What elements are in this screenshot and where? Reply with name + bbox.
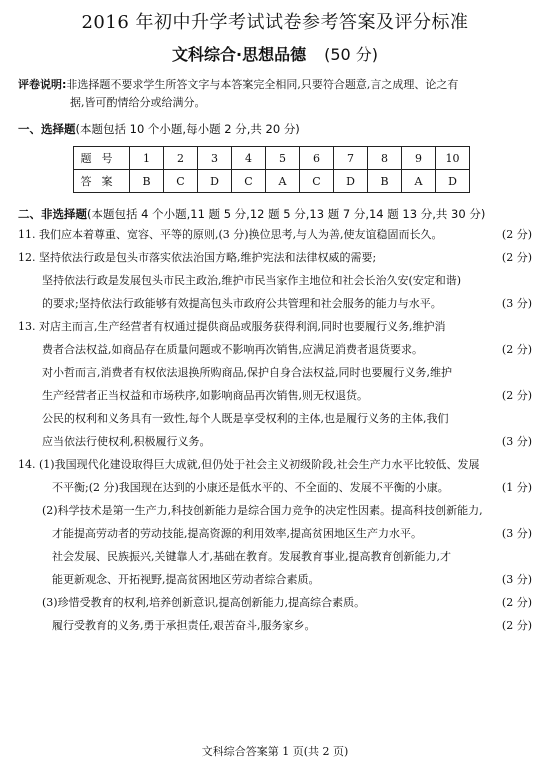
answer-table-cell: 9 (402, 147, 436, 170)
answer-table-cell: 4 (232, 147, 266, 170)
answer-table-cell: 8 (368, 147, 402, 170)
answer-text: 能更新观念、开拓视野,提高贫困地区劳动者综合素质。 (52, 573, 320, 586)
answer-14-line4 (18, 522, 532, 545)
answer-14-line6 (18, 568, 532, 591)
answer-table (73, 146, 470, 193)
answer-table-cell: A (266, 170, 300, 193)
section-2-title: 二、非选择题 (18, 207, 87, 221)
answer-12-line2 (18, 269, 532, 292)
answer-table-row-numbers (74, 147, 470, 170)
answer-table-cell: A (402, 170, 436, 193)
answer-table-cell: C (300, 170, 334, 193)
answer-table-cell: 2 (164, 147, 198, 170)
section-1-title: 一、选择题 (18, 122, 76, 136)
grading-note (18, 76, 532, 112)
answer-13-line2 (18, 338, 532, 361)
answer-text: 坚持依法行政是发展包头市民主政治,维护市民当家作主地位和社会长治久安(安定和谐) (42, 274, 462, 287)
points-label: (3 分) (501, 573, 532, 586)
answer-14-line2 (18, 476, 532, 499)
grading-note-line2: 据,皆可酌情给分或给满分。 (70, 96, 206, 109)
points-label: (2 分) (501, 228, 532, 241)
answer-table-cell: 10 (436, 147, 470, 170)
points-label: (3 分) (501, 527, 532, 540)
points-label: (2 分) (501, 619, 532, 632)
answer-12-line3 (18, 292, 532, 315)
answer-text: 14. (1)我国现代化建设取得巨大成就,但仍处于社会主义初级阶段,社会生产力水平比较低、发展 (18, 458, 480, 471)
answer-text: 履行受教育的义务,勇于承担责任,艰苦奋斗,服务家乡。 (52, 619, 316, 632)
answer-table-cell: D (436, 170, 470, 193)
answer-table-cell: C (164, 170, 198, 193)
answer-table-cell: B (130, 170, 164, 193)
answer-text: 12. 坚持依法行政是包头市落实依法治国方略,维护宪法和法律权威的需要; (18, 251, 377, 264)
answer-table-cell: C (232, 170, 266, 193)
answer-table-cell: 3 (198, 147, 232, 170)
answer-text: 13. 对店主而言,生产经营者有权通过提供商品或服务获得利润,同时也要履行义务,维护消 (18, 320, 446, 333)
answer-12-line1 (18, 246, 532, 269)
page-title: 2016 年初中升学考试试卷参考答案及评分标准 (81, 12, 469, 33)
answer-14-line1 (18, 453, 532, 476)
total-score: (50 分) (324, 45, 379, 64)
answer-text: 生产经营者正当权益和市场秩序,如影响商品再次销售,则无权退货。 (42, 389, 368, 402)
points-label: (2 分) (501, 251, 532, 264)
answer-text: 对小哲而言,消费者有权依法退换所购商品,保护自身合法权益,同时也要履行义务,维护 (42, 366, 452, 379)
answer-text: 才能提高劳动者的劳动技能,提高资源的利用效率,提高贫困地区生产力水平。 (52, 527, 422, 540)
points-label: (2 分) (501, 389, 532, 402)
section-2-heading (18, 205, 532, 223)
answer-text: 应当依法行使权利,积极履行义务。 (42, 435, 211, 448)
answer-text: 社会发展、民族振兴,关键靠人才,基础在教育。发展教育事业,提高教育创新能力,才 (52, 550, 451, 563)
answer-13-line5 (18, 407, 532, 430)
answer-text: 的要求;坚持依法行政能够有效提高包头市政府公共管理和社会服务的能力与水平。 (42, 297, 442, 310)
points-label: (1 分) (501, 481, 532, 494)
section-1-desc: (本题包括 10 个小题,每小题 2 分,共 20 分) (75, 122, 300, 136)
points-label: (2 分) (501, 596, 532, 609)
answer-table-cell: D (198, 170, 232, 193)
answer-table-cell: 5 (266, 147, 300, 170)
page-subtitle (18, 44, 532, 66)
answer-text: 不平衡;(2 分)我国现在达到的小康还是低水平的、不全面的、发展不平衡的小康。 (52, 481, 449, 494)
grading-note-label: 评卷说明: (18, 78, 67, 91)
answer-text: (2)科学技术是第一生产力,科技创新能力是综合国力竞争的决定性因素。提高科技创新能力, (42, 504, 483, 517)
answer-table-row-label: 题号 (74, 147, 130, 170)
answer-table-cell: 6 (300, 147, 334, 170)
section-2-desc: (本题包括 4 个小题,11 题 5 分,12 题 5 分,13 题 7 分,14 题 13 分,共 30 分) (87, 207, 486, 221)
answer-14-line7 (18, 591, 532, 614)
answer-table-cell: 1 (130, 147, 164, 170)
subject-label: 文科综合·思想品德 (171, 45, 307, 64)
answer-13-line6 (18, 430, 532, 453)
answer-text: (3)珍惜受教育的权利,培养创新意识,提高创新能力,提高综合素质。 (42, 596, 366, 609)
answer-11 (18, 223, 532, 246)
answer-14-line5 (18, 545, 532, 568)
points-label: (3 分) (501, 435, 532, 448)
answer-table-row-answers (74, 170, 470, 193)
grading-note-line1: 非选择题不要求学生所答文字与本答案完全相同,只要符合题意,言之成理、论之有 (66, 78, 459, 91)
answer-13-line1 (18, 315, 532, 338)
answer-13-line4 (18, 384, 532, 407)
page-footer: 文科综合答案第 1 页(共 2 页) (201, 745, 349, 758)
points-label: (3 分) (501, 297, 532, 310)
answer-text: 公民的权利和义务具有一致性,每个人既是享受权利的主体,也是履行义务的主体,我们 (42, 412, 449, 425)
answer-11-text: 11. 我们应本着尊重、宽容、平等的原则,(3 分)换位思考,与人为善,使友谊稳固而长久。 (18, 228, 443, 241)
points-label: (2 分) (501, 343, 532, 356)
answer-14-line3 (18, 499, 532, 522)
answer-table-cell: 7 (334, 147, 368, 170)
answer-14-line8 (18, 614, 532, 637)
answer-table-cell: D (334, 170, 368, 193)
answer-13-line3 (18, 361, 532, 384)
answer-table-cell: B (368, 170, 402, 193)
answer-table-row-label: 答案 (74, 170, 130, 193)
section-1-heading (18, 120, 532, 138)
answer-text: 费者合法权益,如商品存在质量问题或不影响再次销售,应满足消费者退货要求。 (42, 343, 423, 356)
